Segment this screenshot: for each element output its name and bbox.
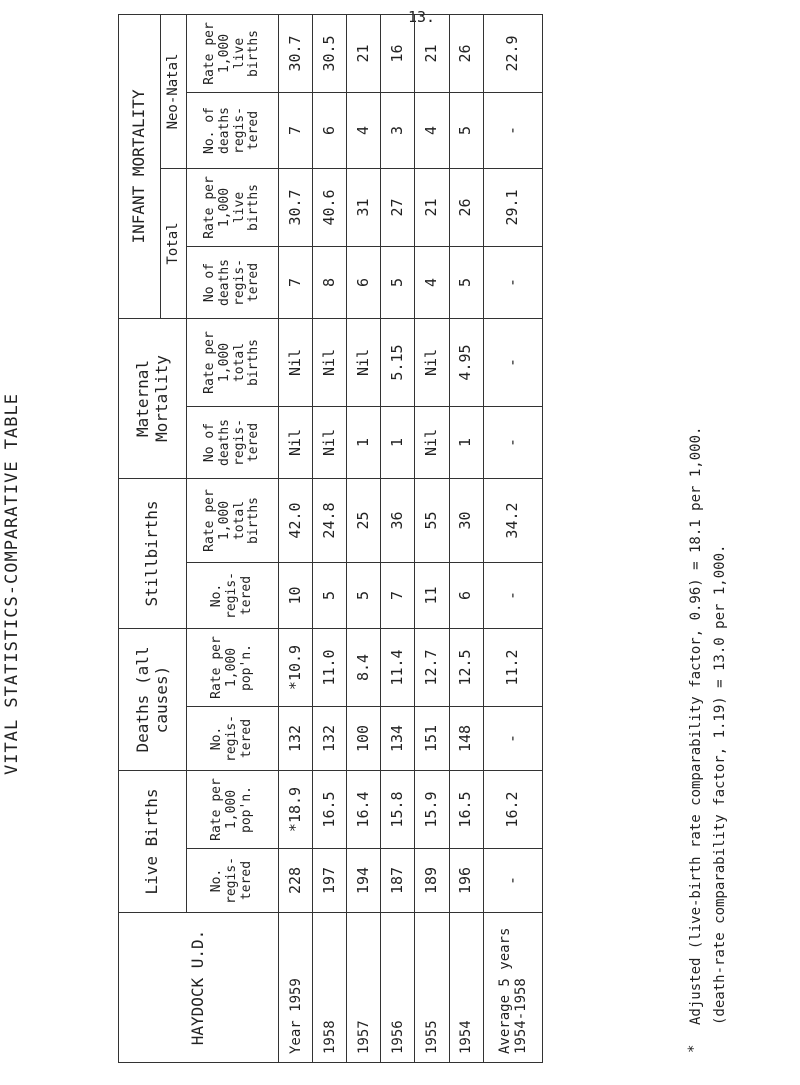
- cell-live-births-rate: *18.9: [279, 771, 313, 849]
- cell-deaths-number: -: [483, 707, 542, 771]
- area-label: HAYDOCK U.D.: [119, 913, 279, 1063]
- cell-deaths-rate: 12.5: [449, 629, 483, 707]
- cell-neonatal-rate: 21: [415, 14, 449, 92]
- cell-neonatal-rate: 16: [381, 14, 415, 92]
- cell-live-births-number: -: [483, 849, 542, 913]
- cell-stillbirths-number: 10: [279, 563, 313, 629]
- cell-maternal-rate: 5.15: [381, 318, 415, 406]
- cell-neonatal-rate: 26: [449, 14, 483, 92]
- row-year: 1957: [347, 913, 381, 1063]
- cell-stillbirths-number: -: [483, 563, 542, 629]
- cell-neonatal-rate: 30.7: [279, 14, 313, 92]
- cell-stillbirths-number: 5: [347, 563, 381, 629]
- cell-stillbirths-rate: 34.2: [483, 479, 542, 563]
- cell-deaths-number: 148: [449, 707, 483, 771]
- table-row: [449, 14, 483, 1062]
- cell-neonatal-number: -: [483, 92, 542, 168]
- cell-live-births-rate: 16.5: [449, 771, 483, 849]
- col-live-births-number: No. regis-tered: [187, 849, 279, 913]
- cell-stillbirths-number: 5: [313, 563, 347, 629]
- cell-maternal-number: Nil: [415, 407, 449, 479]
- cell-deaths-number: 134: [381, 707, 415, 771]
- cell-maternal-number: 1: [347, 407, 381, 479]
- col-neonatal-rate: Rate per 1,000 live births: [187, 14, 279, 92]
- cell-deaths-number: 132: [279, 707, 313, 771]
- cell-live-births-rate: 15.9: [415, 771, 449, 849]
- cell-stillbirths-rate: 25: [347, 479, 381, 563]
- row-year: 1954: [449, 913, 483, 1063]
- table-row: [347, 14, 381, 1062]
- col-deaths-rate: Rate per 1,000 pop'n.: [187, 629, 279, 707]
- page-title: VITAL STATISTICS-COMPARATIVE TABLE: [2, 393, 22, 775]
- cell-stillbirths-rate: 24.8: [313, 479, 347, 563]
- comparative-table: [118, 14, 543, 1063]
- col-stillbirths-rate: Rate per 1,000 total births: [187, 479, 279, 563]
- group-deaths: Deaths (all causes): [119, 629, 187, 771]
- row-year: 1958: [313, 913, 347, 1063]
- table-row: [381, 14, 415, 1062]
- cell-infant-rate: 27: [381, 168, 415, 246]
- cell-neonatal-number: 4: [415, 92, 449, 168]
- cell-deaths-number: 132: [313, 707, 347, 771]
- footnote-mark: *: [686, 1044, 702, 1053]
- cell-neonatal-number: 4: [347, 92, 381, 168]
- cell-infant-number: -: [483, 246, 542, 318]
- cell-deaths-rate: 8.4: [347, 629, 381, 707]
- cell-maternal-number: 1: [449, 407, 483, 479]
- table-row: [415, 14, 449, 1062]
- col-neonatal-deaths-number: No. of deaths regis-tered: [187, 92, 279, 168]
- cell-stillbirths-rate: 30: [449, 479, 483, 563]
- cell-neonatal-rate: 22.9: [483, 14, 542, 92]
- row-year: 1955: [415, 913, 449, 1063]
- cell-stillbirths-rate: 36: [381, 479, 415, 563]
- cell-live-births-number: 189: [415, 849, 449, 913]
- cell-infant-number: 4: [415, 246, 449, 318]
- cell-deaths-rate: 11.2: [483, 629, 542, 707]
- cell-neonatal-number: 3: [381, 92, 415, 168]
- cell-maternal-number: 1: [381, 407, 415, 479]
- group-stillbirths: Stillbirths: [119, 479, 187, 629]
- cell-live-births-number: 194: [347, 849, 381, 913]
- group-maternal-mortality: Maternal Mortality: [119, 318, 187, 478]
- table-row-average: [483, 14, 542, 1062]
- group-infant-neonatal: Neo-Natal: [161, 14, 187, 168]
- col-infant-deaths-number: No of deaths regis-tered: [187, 246, 279, 318]
- cell-maternal-rate: 4.95: [449, 318, 483, 406]
- group-infant-total: Total: [161, 168, 187, 318]
- cell-neonatal-rate: 21: [347, 14, 381, 92]
- table-row: [279, 14, 313, 1062]
- cell-neonatal-rate: 30.5: [313, 14, 347, 92]
- cell-maternal-rate: -: [483, 318, 542, 406]
- cell-neonatal-number: 7: [279, 92, 313, 168]
- footnote-line-1: Adjusted (live-birth rate comparability factor, 0.96) = 18.1 per 1,000.: [688, 426, 704, 1025]
- page-number: 13.: [408, 8, 436, 26]
- cell-deaths-number: 151: [415, 707, 449, 771]
- cell-stillbirths-number: 7: [381, 563, 415, 629]
- cell-live-births-number: 197: [313, 849, 347, 913]
- group-infant-mortality: INFANT MORTALITY: [119, 14, 161, 318]
- cell-infant-number: 6: [347, 246, 381, 318]
- cell-deaths-number: 100: [347, 707, 381, 771]
- cell-maternal-rate: Nil: [347, 318, 381, 406]
- cell-deaths-rate: 11.0: [313, 629, 347, 707]
- cell-infant-rate: 31: [347, 168, 381, 246]
- group-live-births: Live Births: [119, 771, 187, 913]
- col-maternal-deaths-number: No of deaths regis-tered: [187, 407, 279, 479]
- cell-maternal-rate: Nil: [313, 318, 347, 406]
- cell-infant-rate: 26: [449, 168, 483, 246]
- cell-live-births-rate: 15.8: [381, 771, 415, 849]
- table-row: [313, 14, 347, 1062]
- footnote-line-2: (death-rate comparability factor, 1.19) = 13.0 per 1,000.: [712, 544, 728, 1025]
- cell-infant-number: 8: [313, 246, 347, 318]
- cell-stillbirths-number: 11: [415, 563, 449, 629]
- cell-live-births-number: 196: [449, 849, 483, 913]
- cell-maternal-rate: Nil: [415, 318, 449, 406]
- col-stillbirths-number: No. regis-tered: [187, 563, 279, 629]
- cell-infant-number: 5: [449, 246, 483, 318]
- cell-neonatal-number: 5: [449, 92, 483, 168]
- cell-infant-number: 5: [381, 246, 415, 318]
- cell-maternal-rate: Nil: [279, 318, 313, 406]
- row-year: Average 5 years 1954-1958: [483, 913, 542, 1063]
- cell-infant-rate: 40.6: [313, 168, 347, 246]
- cell-deaths-rate: *10.9: [279, 629, 313, 707]
- col-maternal-rate: Rate per 1,000 total births: [187, 318, 279, 406]
- cell-maternal-number: Nil: [279, 407, 313, 479]
- cell-deaths-rate: 12.7: [415, 629, 449, 707]
- cell-live-births-number: 228: [279, 849, 313, 913]
- cell-live-births-rate: 16.5: [313, 771, 347, 849]
- cell-live-births-number: 187: [381, 849, 415, 913]
- row-year: Year 1959: [279, 913, 313, 1063]
- cell-live-births-rate: 16.4: [347, 771, 381, 849]
- cell-infant-rate: 29.1: [483, 168, 542, 246]
- cell-stillbirths-rate: 55: [415, 479, 449, 563]
- cell-maternal-number: Nil: [313, 407, 347, 479]
- col-live-births-rate: Rate per 1,000 pop'n.: [187, 771, 279, 849]
- cell-stillbirths-rate: 42.0: [279, 479, 313, 563]
- cell-stillbirths-number: 6: [449, 563, 483, 629]
- cell-infant-rate: 30.7: [279, 168, 313, 246]
- row-year: 1956: [381, 913, 415, 1063]
- col-infant-rate: Rate per 1,000 live births: [187, 168, 279, 246]
- cell-infant-rate: 21: [415, 168, 449, 246]
- cell-maternal-number: -: [483, 407, 542, 479]
- cell-neonatal-number: 6: [313, 92, 347, 168]
- cell-deaths-rate: 11.4: [381, 629, 415, 707]
- cell-live-births-rate: 16.2: [483, 771, 542, 849]
- col-deaths-number: No. regis-tered: [187, 707, 279, 771]
- cell-infant-number: 7: [279, 246, 313, 318]
